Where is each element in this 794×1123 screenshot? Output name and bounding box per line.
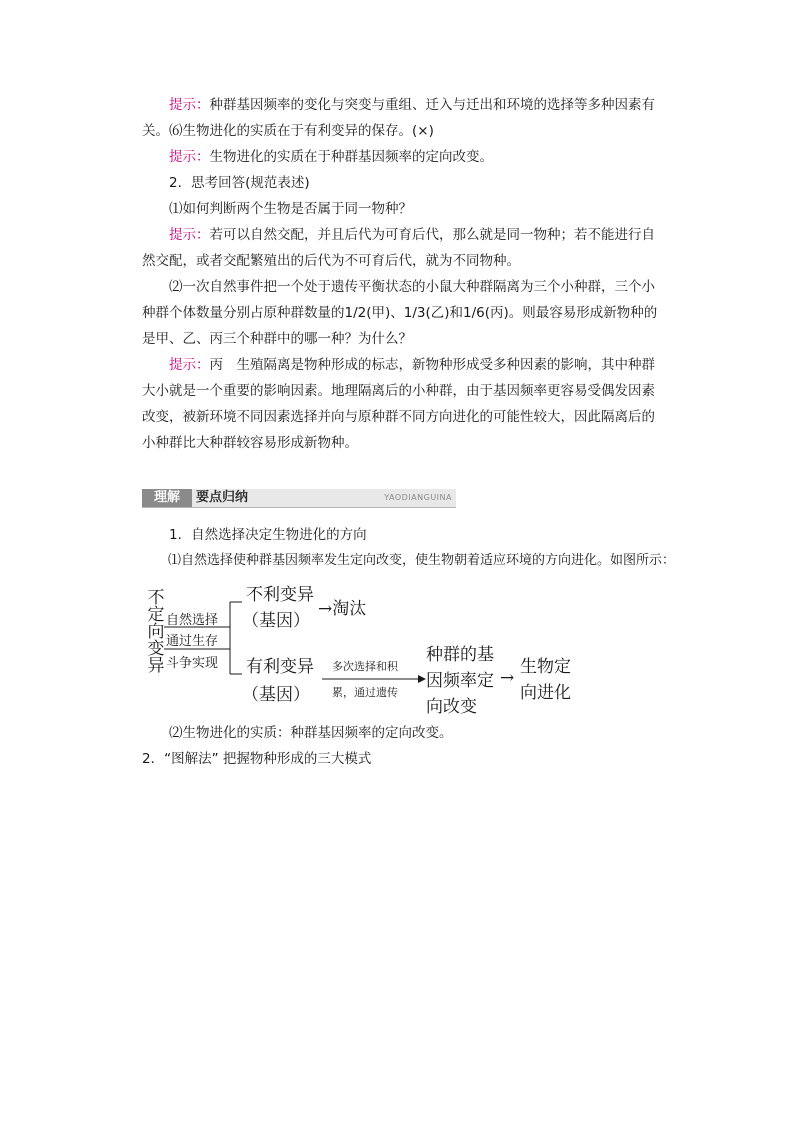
section-2-heading: 2．思考回答(规范表述) bbox=[169, 175, 310, 191]
arrow-label-top: 多次选择和积 bbox=[332, 660, 398, 673]
question-1: ⑴如何判断两个生物是否属于同一物种？ bbox=[169, 201, 412, 217]
arrow-to-result: → bbox=[500, 668, 515, 688]
branch-label-top: 自然选择 bbox=[166, 613, 219, 628]
hint-line-4-text: 丙 生殖隔离是物种形成的标志，新物种形成受多种因素的影响，其中种群大小就是一个重要的影响因素。地理隔离后的小种群，由于基因频率更容易受偶发因素改变，被新环境不同因素选择并向与原种群不同方向进化的可能性较大，因此隔离后的小种群比大种群较容易形成新物种。 bbox=[142, 357, 655, 451]
selection-diagram bbox=[142, 578, 582, 718]
result-line-1: 生物定 bbox=[520, 657, 571, 677]
banner-pinyin: YAODIANGUINA bbox=[384, 493, 452, 502]
good-variant: 有利变异 bbox=[246, 657, 314, 677]
hint-label: 提示： bbox=[169, 97, 210, 113]
point-2-heading: 2．“图解法” 把握物种形成的三大模式 bbox=[142, 751, 372, 767]
banner-tab: 理解 bbox=[142, 489, 192, 507]
hint-label: 提示： bbox=[169, 227, 210, 243]
left-char-1: 不 bbox=[147, 588, 165, 608]
banner-title: 要点归纳 bbox=[196, 490, 249, 505]
bad-gene: （基因） bbox=[242, 611, 310, 631]
point-1b: ⑵生物进化的实质：种群基因频率的定向改变。 bbox=[169, 725, 453, 741]
point-1-heading: 1．自然选择决定生物进化的方向 bbox=[169, 527, 367, 543]
arrow-label-bottom: 累，通过遗传 bbox=[332, 686, 398, 699]
freq-line-2: 因频率定 bbox=[426, 671, 494, 691]
bad-variant: 不利变异 bbox=[246, 585, 314, 605]
freq-line-3: 向改变 bbox=[426, 697, 477, 717]
hint-line-2 bbox=[142, 144, 664, 170]
left-char-5: 异 bbox=[147, 656, 165, 676]
arrow-head bbox=[418, 675, 426, 683]
section-banner bbox=[142, 489, 456, 511]
branch-label-bottom: 通过生存 bbox=[166, 634, 219, 649]
eliminate-label: →淘汰 bbox=[318, 599, 367, 619]
hint-line-3 bbox=[142, 222, 664, 274]
hint-line-3-text: 若可以自然交配，并且后代为可育后代，那么就是同一物种；若不能进行自然交配，或者交配繁殖出的后代为不可育后代，就为不同物种。 bbox=[142, 227, 655, 269]
hint-line-2-text: 生物进化的实质在于种群基因频率的定向改变。 bbox=[209, 149, 493, 165]
good-gene: （基因） bbox=[242, 685, 310, 705]
left-char-4: 变 bbox=[147, 639, 165, 659]
left-char-2: 定 bbox=[147, 605, 165, 625]
result-line-2: 向进化 bbox=[520, 683, 571, 703]
freq-line-1: 种群的基 bbox=[426, 645, 494, 665]
hint-label: 提示： bbox=[169, 357, 210, 373]
left-char-3: 向 bbox=[147, 622, 165, 642]
branch-label-bottom-2: 斗争实现 bbox=[166, 656, 219, 671]
question-6: ⑹生物进化的实质在于有利变异的保存。(×) bbox=[169, 123, 434, 139]
hint-label: 提示： bbox=[169, 149, 210, 165]
point-1a: ⑴自然选择使种群基因频率发生定向改变，使生物朝着适应环境的方向进化。如图所示： bbox=[168, 553, 676, 568]
hint-line-4 bbox=[142, 352, 664, 456]
question-2: ⑵一次自然事件把一个处于遗传平衡状态的小鼠大种群隔离为三个小种群，三个小种群个体数量分别占原种群数量的1/2(甲)、1/3(乙)和1/6(丙)。则最容易形成新物种的是甲、乙、丙三个种群中的哪一种？为什么？ bbox=[142, 279, 658, 347]
hint-line-1-text: 种群基因频率的变化与突变与重组、迁入与迁出和环境的选择等多种因素有关。 bbox=[142, 97, 655, 139]
